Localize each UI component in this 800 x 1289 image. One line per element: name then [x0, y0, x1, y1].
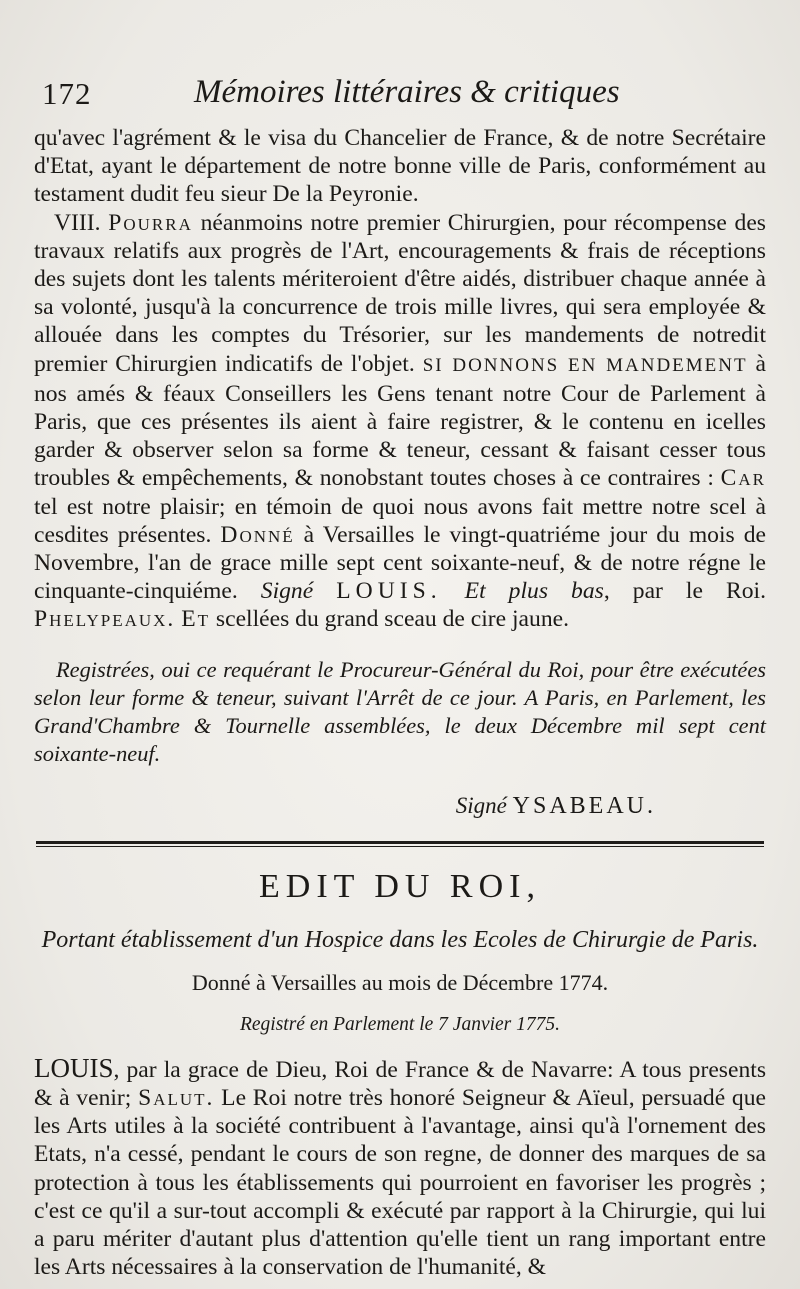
- section-rule-thin: [36, 846, 764, 847]
- article-lead-word: Pourra: [108, 209, 193, 236]
- paragraph-continuation: qu'avec l'agrément & le visa du Chancelier de France, & de notre Secrétaire d'Etat, ayant le département de notre bonne ville de Paris, conformément au testament dudit feu sieur De la Peyronie.: [34, 125, 766, 208]
- article-text-1: néanmoins notre premier Chirurgien, pour récompense des travaux relatifs aux progrès de l'Art, encouragements & frais de réceptions des sujets dont les talents mériteroient d'être aidés, distribuer chaque année à sa volonté, jusqu'à la concurrence de trois mille livres, qui sera employée & allouée dans les comptes du Trésorier, sur les mandements de notredit premier Chirurgien indicatifs de l'objet.: [34, 209, 766, 377]
- page-header: [34, 68, 766, 124]
- registration-signature: [34, 791, 766, 821]
- si-donnons-phrase: SI DONNONS EN MANDEMENT: [422, 354, 748, 376]
- page-number: 172: [42, 76, 92, 111]
- registration-signe-word: Signé: [455, 792, 507, 818]
- article-number: VIII.: [54, 209, 101, 236]
- et-word: Et: [181, 606, 211, 633]
- edict-opening-text-2: Le Roi notre très honoré Seigneur & Aïeul, persuadé que les Arts utiles à la société contribuent à l'avantage, ainsi qu'à l'ornement des Etats, n'a cessé, pendant le cours de son regne, de donner des marques de sa protection à tous les établissements qui pourroient en favoriser les progrès ; c'est ce qu'il a sur-tout accompli & exécuté par rapport à la Chirurgie, qui lui a paru mériter d'autant plus d'attention qu'elle tient un rang important entre les Arts nécessaires à la conservation de l'humanité, &: [34, 1085, 766, 1281]
- edict-opening-word: LOUIS: [34, 1052, 114, 1083]
- donne-word: Donné: [220, 521, 295, 548]
- edict-registered-line: Registré en Parlement le 7 Janvier 1775.: [239, 1013, 561, 1035]
- et-plus-bas: Et plus bas: [464, 578, 604, 605]
- ysabeau-signature: YSABEAU.: [512, 792, 656, 819]
- article-text-3: tel est notre plaisir; en témoin de quoi nous avons fait mettre notre scel à cesdites présentes.: [34, 493, 766, 548]
- edict-subtitle: Portant établissement d'un Hospice dans les Ecoles de Chirurgie de Paris.: [41, 926, 759, 953]
- phelypeaux-signature: Phelypeaux.: [34, 606, 176, 633]
- edict-opening-text-1: , par la grace de Dieu, Roi de France & de Navarre: A tous presents & à venir;: [34, 1056, 766, 1112]
- article-eight: [34, 209, 766, 634]
- article-text-4: à Versailles le vingt-quatriéme jour du mois de Novembre, l'an de grace mille sept cent soixante-neuf, & de notre régne le cinquante-cinquiéme.: [34, 521, 766, 605]
- edict-title: EDIT DU ROI,: [259, 867, 541, 905]
- running-title: Mémoires littéraires & critiques: [194, 74, 620, 110]
- salut-word: Salut.: [138, 1085, 215, 1112]
- edict-opening-paragraph: [34, 1054, 766, 1282]
- edict-given-line: Donné à Versailles au mois de Décembre 1774.: [191, 969, 609, 995]
- article-text-6: scellées du grand sceau de cire jaune.: [210, 606, 569, 633]
- article-text-2: à nos amés & féaux Conseillers les Gens tenant notre Cour de Parlement à Paris, que ces présentes ils aient à faire registrer, & le contenu en icelles garder & observer selon sa forme & teneur, cessant & faisant cesser tous troubles & empêchements, & nonobstant toutes choses à ce contraires :: [34, 350, 766, 492]
- article-text-5: , par le Roi.: [603, 578, 766, 605]
- section-rule-thick: [36, 841, 764, 844]
- car-word: Car: [720, 465, 766, 492]
- signe-word: Signé: [260, 578, 314, 605]
- registration-note: Registrées, oui ce requérant le Procureur-Général du Roi, pour être exécutées selon leur forme & teneur, suivant l'Arrêt de ce jour. A Paris, en Parlement, les Grand'Chambre & Tournelle assemblées, le deux Décembre mil sept cent soixante-neuf.: [34, 656, 766, 767]
- louis-signature: LOUIS.: [336, 578, 442, 605]
